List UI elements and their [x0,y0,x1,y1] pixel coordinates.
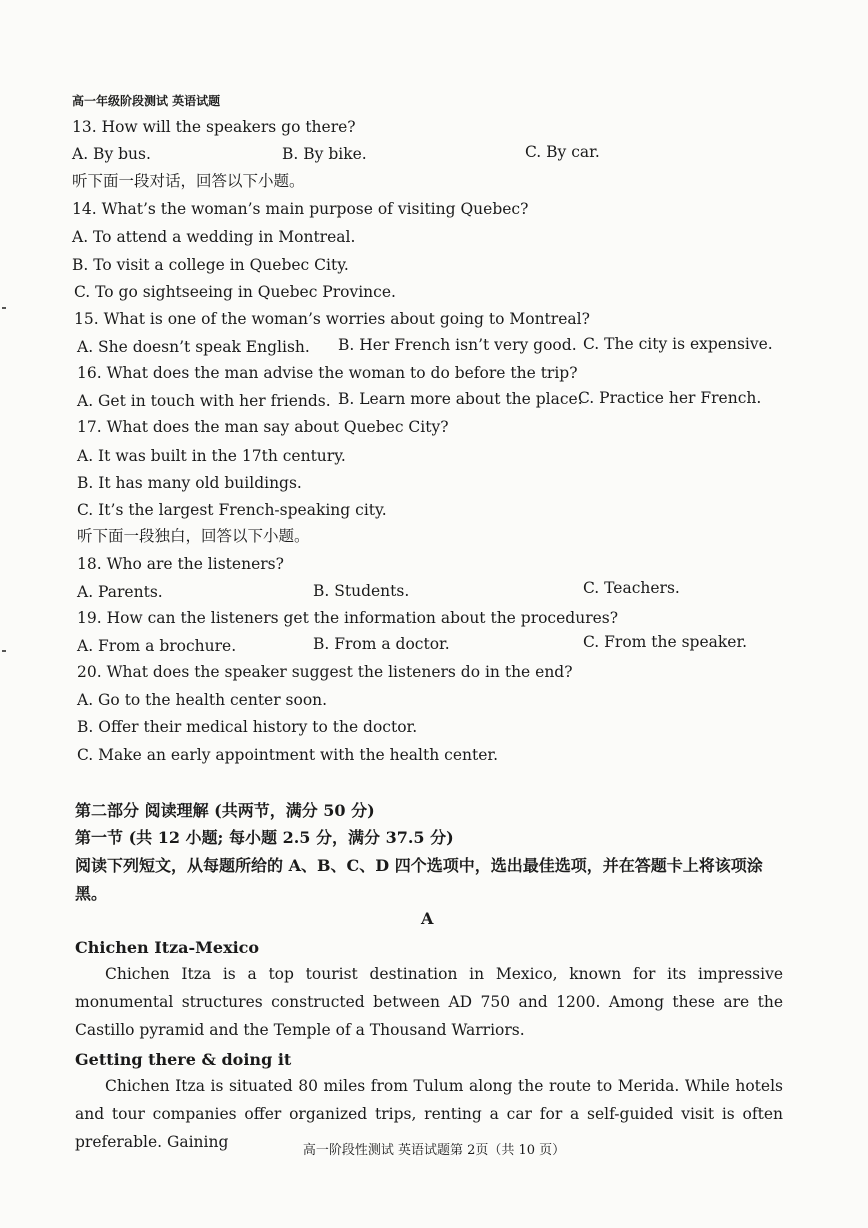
question-19-option-b: B. From a doctor. [313,635,450,653]
passage-title: Chichen Itza-Mexico [75,938,260,957]
question-15-option-c: C. The city is expensive. [583,335,773,353]
question-18-option-c: C. Teachers. [583,579,680,597]
page-header: 高一年级阶段测试 英语试题 [72,94,221,108]
question-15-stem: 15. What is one of the woman’s worries about going to Montreal? [74,310,590,328]
page-footer: 高一阶段性测试 英语试题第 2页（共 10 页） [302,1143,566,1158]
passage-letter: A [421,909,434,928]
question-16-option-a: A. Get in touch with her friends. [77,392,331,410]
question-14-option-a: A. To attend a wedding in Montreal. [72,228,356,246]
question-16-stem: 16. What does the man advise the woman to do before the trip? [77,364,578,382]
question-13-option-b: B. By bike. [282,145,367,163]
question-19-stem: 19. How can the listeners get the information about the procedures? [77,609,619,627]
question-20-option-b: B. Offer their medical history to the doctor. [77,718,418,736]
question-15-option-a: A. She doesn’t speak English. [77,338,310,356]
question-17-option-a: A. It was built in the 17th century. [77,447,346,465]
question-15-option-b: B. Her French isn’t very good. [338,336,577,354]
question-13-stem: 13. How will the speakers go there? [72,118,356,136]
part2-section1-title: 第一节 (共 12 小题; 每小题 2.5 分，满分 37.5 分) [75,828,454,847]
question-14-option-c: C. To go sightseeing in Quebec Province. [74,283,396,301]
question-20-option-a: A. Go to the health center soon. [77,691,328,709]
question-16-option-b: B. Learn more about the place. [338,390,583,408]
monologue-instruction: 听下面一段独白，回答以下小题。 [77,527,310,545]
question-13-option-a: A. By bus. [72,145,151,163]
dialogue-instruction: 听下面一段对话，回答以下小题。 [72,172,305,190]
question-19-option-a: A. From a brochure. [77,637,237,655]
part2-title: 第二部分 阅读理解 (共两节，满分 50 分) [75,801,375,820]
question-14-stem: 14. What’s the woman’s main purpose of visiting Quebec? [72,200,529,218]
part2-instruction: 阅读下列短文，从每题所给的 A、B、C、D 四个选项中，选出最佳选项，并在答题卡上将该项涂黑。 [75,856,763,903]
question-16-option-c: C. Practice her French. [578,389,762,407]
question-18-option-a: A. Parents. [77,583,163,601]
question-20-option-c: C. Make an early appointment with the health center. [77,746,499,764]
question-19-option-c: C. From the speaker. [583,633,748,651]
question-18-stem: 18. Who are the listeners? [77,555,284,573]
question-17-option-b: B. It has many old buildings. [77,474,302,492]
question-17-option-c: C. It’s the largest French-speaking city. [77,501,387,519]
passage-paragraph-2: Chichen Itza is situated 80 miles from Tulum along the route to Merida. While hotels and tour companies offer organized trips, renting a car for a self-guided visit is often preferable. Gaining [75,1077,783,1151]
question-17-stem: 17. What does the man say about Quebec City? [77,418,449,436]
passage-subheading: Getting there & doing it [75,1050,292,1069]
question-20-stem: 20. What does the speaker suggest the listeners do in the end? [77,663,573,681]
question-13-option-c: C. By car. [525,143,600,161]
question-18-option-b: B. Students. [313,582,410,600]
passage-paragraph-1: Chichen Itza is a top tourist destination in Mexico, known for its impressive monumental structures constructed between AD 750 and 1200. Among these are the Castillo pyramid and the Temple of a Thousand Warriors. [75,965,783,1039]
scan-mark [2,650,6,652]
question-14-option-b: B. To visit a college in Quebec City. [72,256,349,274]
scan-mark [2,307,6,309]
